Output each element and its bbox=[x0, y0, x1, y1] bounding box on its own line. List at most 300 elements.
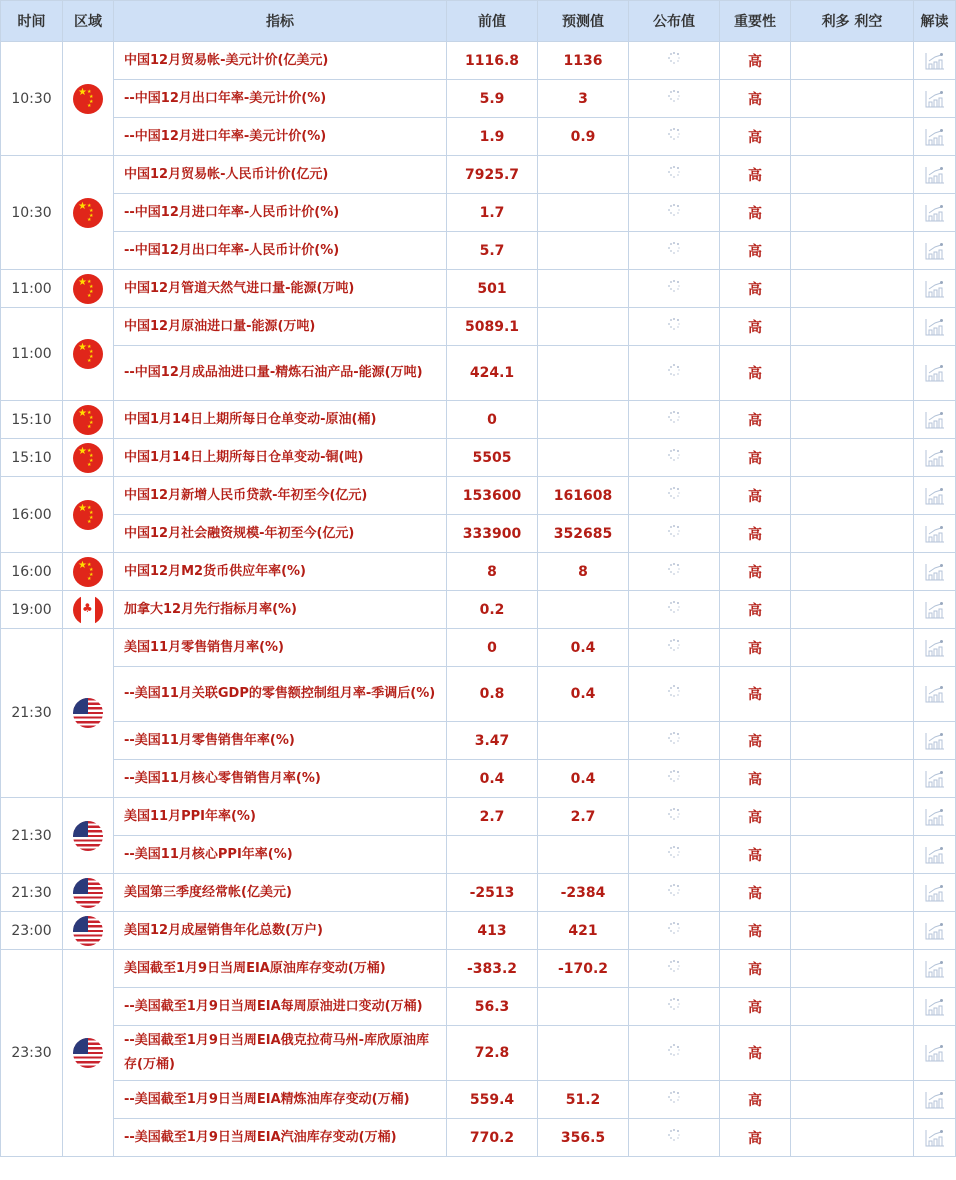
previous-value: 1116.8 bbox=[447, 42, 538, 80]
loading-spinner-icon bbox=[667, 684, 681, 698]
region-cell bbox=[63, 912, 114, 950]
table-header bbox=[1, 1, 956, 42]
previous-value: 3.47 bbox=[447, 722, 538, 760]
forecast-value: -2384 bbox=[538, 874, 629, 912]
actual-value bbox=[629, 1081, 720, 1119]
region-cell bbox=[63, 950, 114, 1157]
chart-trend-icon[interactable] bbox=[925, 1044, 945, 1062]
loading-spinner-icon bbox=[667, 1043, 681, 1057]
indicator-name[interactable]: 美国第三季度经常帐(亿美元) bbox=[114, 874, 447, 912]
interpret-button[interactable] bbox=[914, 194, 956, 232]
previous-value: 5.9 bbox=[447, 80, 538, 118]
interpret-button[interactable] bbox=[914, 629, 956, 667]
event-time: 19:00 bbox=[1, 591, 63, 629]
forecast-value: 161608 bbox=[538, 477, 629, 515]
indicator-name[interactable]: --美国截至1月9日当周EIA每周原油进口变动(万桶) bbox=[114, 988, 447, 1026]
usa-flag-icon bbox=[73, 1038, 103, 1068]
interpret-button[interactable] bbox=[914, 156, 956, 194]
indicator-name[interactable]: 加拿大12月先行指标月率(%) bbox=[114, 591, 447, 629]
indicator-name[interactable]: --中国12月出口年率-人民币计价(%) bbox=[114, 232, 447, 270]
table-row bbox=[1, 308, 956, 346]
previous-value: 559.4 bbox=[447, 1081, 538, 1119]
interpret-button[interactable] bbox=[914, 950, 956, 988]
chart-trend-icon[interactable] bbox=[925, 685, 945, 703]
forecast-value: 0.4 bbox=[538, 629, 629, 667]
indicator-name[interactable]: 中国12月社会融资规模-年初至今(亿元) bbox=[114, 515, 447, 553]
chart-trend-icon[interactable] bbox=[925, 563, 945, 581]
actual-value bbox=[629, 42, 720, 80]
event-time: 16:00 bbox=[1, 477, 63, 553]
previous-value bbox=[447, 836, 538, 874]
indicator-name[interactable]: 美国11月PPI年率(%) bbox=[114, 798, 447, 836]
interpret-button[interactable] bbox=[914, 477, 956, 515]
loading-spinner-icon bbox=[667, 51, 681, 65]
importance-badge: 高 bbox=[720, 591, 791, 629]
chart-trend-icon[interactable] bbox=[925, 922, 945, 940]
loading-spinner-icon bbox=[667, 410, 681, 424]
interpret-button[interactable] bbox=[914, 1081, 956, 1119]
forecast-value bbox=[538, 270, 629, 308]
actual-value bbox=[629, 477, 720, 515]
previous-value: 1.7 bbox=[447, 194, 538, 232]
indicator-name[interactable]: --美国11月关联GDP的零售额控制组月率-季调后(%) bbox=[114, 667, 447, 722]
impact-cell bbox=[791, 80, 914, 118]
china-flag-icon: ★ ★ ★ ★ ★ bbox=[73, 405, 103, 435]
usa-flag-icon bbox=[73, 698, 103, 728]
chart-trend-icon[interactable] bbox=[925, 770, 945, 788]
impact-cell bbox=[791, 515, 914, 553]
loading-spinner-icon bbox=[667, 562, 681, 576]
region-cell bbox=[63, 629, 114, 798]
impact-cell bbox=[791, 42, 914, 80]
loading-spinner-icon bbox=[667, 638, 681, 652]
previous-value: 424.1 bbox=[447, 346, 538, 401]
previous-value: 501 bbox=[447, 270, 538, 308]
header-interpret: 解读 bbox=[914, 1, 956, 42]
forecast-value: 3 bbox=[538, 80, 629, 118]
table-row bbox=[1, 722, 956, 760]
importance-badge: 高 bbox=[720, 477, 791, 515]
forecast-value: -170.2 bbox=[538, 950, 629, 988]
impact-cell bbox=[791, 950, 914, 988]
event-time: 23:00 bbox=[1, 912, 63, 950]
chart-trend-icon[interactable] bbox=[925, 411, 945, 429]
table-row bbox=[1, 194, 956, 232]
chart-trend-icon[interactable] bbox=[925, 364, 945, 382]
table-row bbox=[1, 912, 956, 950]
chart-trend-icon[interactable] bbox=[925, 1091, 945, 1109]
previous-value: -383.2 bbox=[447, 950, 538, 988]
importance-badge: 高 bbox=[720, 80, 791, 118]
indicator-name[interactable]: --美国11月零售销售年率(%) bbox=[114, 722, 447, 760]
importance-badge: 高 bbox=[720, 232, 791, 270]
impact-cell bbox=[791, 798, 914, 836]
region-cell bbox=[63, 308, 114, 401]
actual-value bbox=[629, 553, 720, 591]
china-flag-icon: ★ ★ ★ ★ ★ bbox=[73, 443, 103, 473]
actual-value bbox=[629, 118, 720, 156]
loading-spinner-icon bbox=[667, 807, 681, 821]
table-row bbox=[1, 270, 956, 308]
actual-value bbox=[629, 591, 720, 629]
importance-badge: 高 bbox=[720, 308, 791, 346]
indicator-name[interactable]: --中国12月成品油进口量-精炼石油产品-能源(万吨) bbox=[114, 346, 447, 401]
previous-value: 2.7 bbox=[447, 798, 538, 836]
chart-trend-icon[interactable] bbox=[925, 242, 945, 260]
china-flag-icon: ★ ★ ★ ★ ★ bbox=[73, 198, 103, 228]
impact-cell bbox=[791, 591, 914, 629]
chart-trend-icon[interactable] bbox=[925, 52, 945, 70]
china-flag-icon: ★ ★ ★ ★ ★ bbox=[73, 500, 103, 530]
loading-spinner-icon bbox=[667, 883, 681, 897]
loading-spinner-icon bbox=[667, 731, 681, 745]
importance-badge: 高 bbox=[720, 722, 791, 760]
indicator-name[interactable]: --美国11月核心零售销售月率(%) bbox=[114, 760, 447, 798]
chart-trend-icon[interactable] bbox=[925, 1129, 945, 1147]
loading-spinner-icon bbox=[667, 317, 681, 331]
actual-value bbox=[629, 722, 720, 760]
impact-cell bbox=[791, 270, 914, 308]
chart-trend-icon[interactable] bbox=[925, 960, 945, 978]
interpret-button[interactable] bbox=[914, 988, 956, 1026]
previous-value: 770.2 bbox=[447, 1119, 538, 1157]
impact-cell bbox=[791, 836, 914, 874]
header-importance: 重要性 bbox=[720, 1, 791, 42]
importance-badge: 高 bbox=[720, 401, 791, 439]
impact-cell bbox=[791, 477, 914, 515]
actual-value bbox=[629, 194, 720, 232]
previous-value: 0.2 bbox=[447, 591, 538, 629]
chart-trend-icon[interactable] bbox=[925, 487, 945, 505]
chart-trend-icon[interactable] bbox=[925, 998, 945, 1016]
chart-trend-icon[interactable] bbox=[925, 846, 945, 864]
chart-trend-icon[interactable] bbox=[925, 601, 945, 619]
loading-spinner-icon bbox=[667, 203, 681, 217]
actual-value bbox=[629, 629, 720, 667]
importance-badge: 高 bbox=[720, 836, 791, 874]
forecast-value bbox=[538, 308, 629, 346]
table-body bbox=[1, 42, 956, 1157]
region-cell bbox=[63, 553, 114, 591]
actual-value bbox=[629, 760, 720, 798]
table-row bbox=[1, 118, 956, 156]
interpret-button[interactable] bbox=[914, 80, 956, 118]
loading-spinner-icon bbox=[667, 600, 681, 614]
event-time: 16:00 bbox=[1, 553, 63, 591]
actual-value bbox=[629, 667, 720, 722]
table-row bbox=[1, 629, 956, 667]
previous-value: 0.8 bbox=[447, 667, 538, 722]
loading-spinner-icon bbox=[667, 486, 681, 500]
chart-trend-icon[interactable] bbox=[925, 280, 945, 298]
event-time: 15:10 bbox=[1, 401, 63, 439]
previous-value: 56.3 bbox=[447, 988, 538, 1026]
importance-badge: 高 bbox=[720, 553, 791, 591]
forecast-value bbox=[538, 836, 629, 874]
region-cell bbox=[63, 591, 114, 629]
previous-value: 0 bbox=[447, 629, 538, 667]
importance-badge: 高 bbox=[720, 118, 791, 156]
impact-cell bbox=[791, 194, 914, 232]
header-actual: 公布值 bbox=[629, 1, 720, 42]
interpret-button[interactable] bbox=[914, 401, 956, 439]
chart-trend-icon[interactable] bbox=[925, 732, 945, 750]
interpret-button[interactable] bbox=[914, 270, 956, 308]
interpret-button[interactable] bbox=[914, 874, 956, 912]
actual-value bbox=[629, 1119, 720, 1157]
forecast-value: 421 bbox=[538, 912, 629, 950]
indicator-name[interactable]: 中国12月贸易帐-美元计价(亿美元) bbox=[114, 42, 447, 80]
region-cell bbox=[63, 798, 114, 874]
indicator-name[interactable]: 中国12月贸易帐-人民币计价(亿元) bbox=[114, 156, 447, 194]
event-time: 21:30 bbox=[1, 798, 63, 874]
actual-value bbox=[629, 1026, 720, 1081]
region-cell bbox=[63, 270, 114, 308]
indicator-name[interactable]: 中国12月新增人民币贷款-年初至今(亿元) bbox=[114, 477, 447, 515]
importance-badge: 高 bbox=[720, 270, 791, 308]
table-row bbox=[1, 232, 956, 270]
header-forecast: 预测值 bbox=[538, 1, 629, 42]
impact-cell bbox=[791, 722, 914, 760]
actual-value bbox=[629, 988, 720, 1026]
previous-value: 72.8 bbox=[447, 1026, 538, 1081]
forecast-value bbox=[538, 156, 629, 194]
indicator-name[interactable]: --美国截至1月9日当周EIA汽油库存变动(万桶) bbox=[114, 1119, 447, 1157]
indicator-name[interactable]: --中国12月出口年率-美元计价(%) bbox=[114, 80, 447, 118]
impact-cell bbox=[791, 988, 914, 1026]
importance-badge: 高 bbox=[720, 1119, 791, 1157]
region-cell bbox=[63, 401, 114, 439]
impact-cell bbox=[791, 629, 914, 667]
impact-cell bbox=[791, 1026, 914, 1081]
impact-cell bbox=[791, 308, 914, 346]
china-flag-icon: ★ ★ ★ ★ ★ bbox=[73, 274, 103, 304]
table-row bbox=[1, 80, 956, 118]
importance-badge: 高 bbox=[720, 42, 791, 80]
previous-value: 5.7 bbox=[447, 232, 538, 270]
table-row bbox=[1, 401, 956, 439]
loading-spinner-icon bbox=[667, 89, 681, 103]
event-time: 21:30 bbox=[1, 629, 63, 798]
impact-cell bbox=[791, 401, 914, 439]
impact-cell bbox=[791, 439, 914, 477]
impact-cell bbox=[791, 874, 914, 912]
table-row bbox=[1, 988, 956, 1026]
loading-spinner-icon bbox=[667, 845, 681, 859]
actual-value bbox=[629, 232, 720, 270]
forecast-value bbox=[538, 1026, 629, 1081]
indicator-name[interactable]: 中国1月14日上期所每日仓单变动-铜(吨) bbox=[114, 439, 447, 477]
usa-flag-icon bbox=[73, 878, 103, 908]
interpret-button[interactable] bbox=[914, 118, 956, 156]
table-row bbox=[1, 950, 956, 988]
actual-value bbox=[629, 401, 720, 439]
actual-value bbox=[629, 798, 720, 836]
previous-value: 8 bbox=[447, 553, 538, 591]
forecast-value bbox=[538, 439, 629, 477]
forecast-value bbox=[538, 591, 629, 629]
indicator-name[interactable]: 中国12月M2货币供应年率(%) bbox=[114, 553, 447, 591]
actual-value bbox=[629, 346, 720, 401]
previous-value: 5089.1 bbox=[447, 308, 538, 346]
forecast-value bbox=[538, 401, 629, 439]
indicator-name[interactable]: 中国12月原油进口量-能源(万吨) bbox=[114, 308, 447, 346]
importance-badge: 高 bbox=[720, 874, 791, 912]
table-row bbox=[1, 477, 956, 515]
chart-trend-icon[interactable] bbox=[925, 884, 945, 902]
importance-badge: 高 bbox=[720, 346, 791, 401]
chart-trend-icon[interactable] bbox=[925, 166, 945, 184]
actual-value bbox=[629, 308, 720, 346]
chart-trend-icon[interactable] bbox=[925, 639, 945, 657]
impact-cell bbox=[791, 553, 914, 591]
loading-spinner-icon bbox=[667, 524, 681, 538]
indicator-name[interactable]: --美国截至1月9日当周EIA俄克拉荷马州-库欣原油库存(万桶) bbox=[114, 1026, 447, 1081]
impact-cell bbox=[791, 912, 914, 950]
interpret-button[interactable] bbox=[914, 722, 956, 760]
forecast-value bbox=[538, 988, 629, 1026]
previous-value: 153600 bbox=[447, 477, 538, 515]
interpret-button[interactable] bbox=[914, 515, 956, 553]
impact-cell bbox=[791, 1119, 914, 1157]
interpret-button[interactable] bbox=[914, 232, 956, 270]
event-time: 23:30 bbox=[1, 950, 63, 1157]
actual-value bbox=[629, 80, 720, 118]
table-row bbox=[1, 515, 956, 553]
china-flag-icon: ★ ★ ★ ★ ★ bbox=[73, 339, 103, 369]
forecast-value bbox=[538, 346, 629, 401]
indicator-name[interactable]: 中国12月管道天然气进口量-能源(万吨) bbox=[114, 270, 447, 308]
interpret-button[interactable] bbox=[914, 308, 956, 346]
forecast-value bbox=[538, 722, 629, 760]
table-row bbox=[1, 874, 956, 912]
loading-spinner-icon bbox=[667, 127, 681, 141]
table-row bbox=[1, 798, 956, 836]
loading-spinner-icon bbox=[667, 165, 681, 179]
previous-value: -2513 bbox=[447, 874, 538, 912]
interpret-button[interactable] bbox=[914, 439, 956, 477]
interpret-button[interactable] bbox=[914, 346, 956, 401]
actual-value bbox=[629, 836, 720, 874]
forecast-value: 2.7 bbox=[538, 798, 629, 836]
interpret-button[interactable] bbox=[914, 1026, 956, 1081]
importance-badge: 高 bbox=[720, 629, 791, 667]
chart-trend-icon[interactable] bbox=[925, 90, 945, 108]
impact-cell bbox=[791, 346, 914, 401]
forecast-value: 8 bbox=[538, 553, 629, 591]
usa-flag-icon bbox=[73, 916, 103, 946]
event-time: 10:30 bbox=[1, 42, 63, 156]
chart-trend-icon[interactable] bbox=[925, 204, 945, 222]
impact-cell bbox=[791, 156, 914, 194]
china-flag-icon: ★ ★ ★ ★ ★ bbox=[73, 557, 103, 587]
usa-flag-icon bbox=[73, 821, 103, 851]
chart-trend-icon[interactable] bbox=[925, 128, 945, 146]
china-flag-icon: ★ ★ ★ ★ ★ bbox=[73, 84, 103, 114]
impact-cell bbox=[791, 760, 914, 798]
indicator-name[interactable]: --中国12月进口年率-人民币计价(%) bbox=[114, 194, 447, 232]
chart-trend-icon[interactable] bbox=[925, 318, 945, 336]
region-cell bbox=[63, 439, 114, 477]
region-cell bbox=[63, 874, 114, 912]
table-row bbox=[1, 42, 956, 80]
canada-flag-icon: ♣ bbox=[73, 595, 103, 625]
importance-badge: 高 bbox=[720, 1026, 791, 1081]
previous-value: 0.4 bbox=[447, 760, 538, 798]
forecast-value: 0.4 bbox=[538, 760, 629, 798]
loading-spinner-icon bbox=[667, 1128, 681, 1142]
loading-spinner-icon bbox=[667, 997, 681, 1011]
header-time: 时间 bbox=[1, 1, 63, 42]
interpret-button[interactable] bbox=[914, 912, 956, 950]
chart-trend-icon[interactable] bbox=[925, 808, 945, 826]
interpret-button[interactable] bbox=[914, 42, 956, 80]
interpret-button[interactable] bbox=[914, 553, 956, 591]
previous-value: 0 bbox=[447, 401, 538, 439]
importance-badge: 高 bbox=[720, 667, 791, 722]
importance-badge: 高 bbox=[720, 798, 791, 836]
forecast-value bbox=[538, 194, 629, 232]
indicator-name[interactable]: 美国11月零售销售月率(%) bbox=[114, 629, 447, 667]
forecast-value: 0.9 bbox=[538, 118, 629, 156]
actual-value bbox=[629, 950, 720, 988]
table-row bbox=[1, 1119, 956, 1157]
indicator-name[interactable]: --中国12月进口年率-美元计价(%) bbox=[114, 118, 447, 156]
importance-badge: 高 bbox=[720, 760, 791, 798]
actual-value bbox=[629, 439, 720, 477]
loading-spinner-icon bbox=[667, 363, 681, 377]
interpret-button[interactable] bbox=[914, 836, 956, 874]
chart-trend-icon[interactable] bbox=[925, 525, 945, 543]
interpret-button[interactable] bbox=[914, 591, 956, 629]
table-row bbox=[1, 553, 956, 591]
importance-badge: 高 bbox=[720, 1081, 791, 1119]
interpret-button[interactable] bbox=[914, 798, 956, 836]
importance-badge: 高 bbox=[720, 988, 791, 1026]
previous-value: 1.9 bbox=[447, 118, 538, 156]
interpret-button[interactable] bbox=[914, 1119, 956, 1157]
indicator-name[interactable]: 美国12月成屋销售年化总数(万户) bbox=[114, 912, 447, 950]
table-row bbox=[1, 1026, 956, 1081]
actual-value bbox=[629, 912, 720, 950]
indicator-name[interactable]: 中国1月14日上期所每日仓单变动-原油(桶) bbox=[114, 401, 447, 439]
indicator-name[interactable]: --美国11月核心PPI年率(%) bbox=[114, 836, 447, 874]
impact-cell bbox=[791, 118, 914, 156]
importance-badge: 高 bbox=[720, 194, 791, 232]
importance-badge: 高 bbox=[720, 156, 791, 194]
forecast-value: 1136 bbox=[538, 42, 629, 80]
loading-spinner-icon bbox=[667, 921, 681, 935]
region-cell bbox=[63, 477, 114, 553]
loading-spinner-icon bbox=[667, 241, 681, 255]
table-row bbox=[1, 760, 956, 798]
header-indicator: 指标 bbox=[114, 1, 447, 42]
forecast-value bbox=[538, 232, 629, 270]
interpret-button[interactable] bbox=[914, 760, 956, 798]
loading-spinner-icon bbox=[667, 448, 681, 462]
importance-badge: 高 bbox=[720, 912, 791, 950]
indicator-name[interactable]: 美国截至1月9日当周EIA原油库存变动(万桶) bbox=[114, 950, 447, 988]
event-time: 21:30 bbox=[1, 874, 63, 912]
event-time: 15:10 bbox=[1, 439, 63, 477]
chart-trend-icon[interactable] bbox=[925, 449, 945, 467]
loading-spinner-icon bbox=[667, 279, 681, 293]
event-time: 11:00 bbox=[1, 270, 63, 308]
event-time: 10:30 bbox=[1, 156, 63, 270]
indicator-name[interactable]: --美国截至1月9日当周EIA精炼油库存变动(万桶) bbox=[114, 1081, 447, 1119]
loading-spinner-icon bbox=[667, 959, 681, 973]
interpret-button[interactable] bbox=[914, 667, 956, 722]
